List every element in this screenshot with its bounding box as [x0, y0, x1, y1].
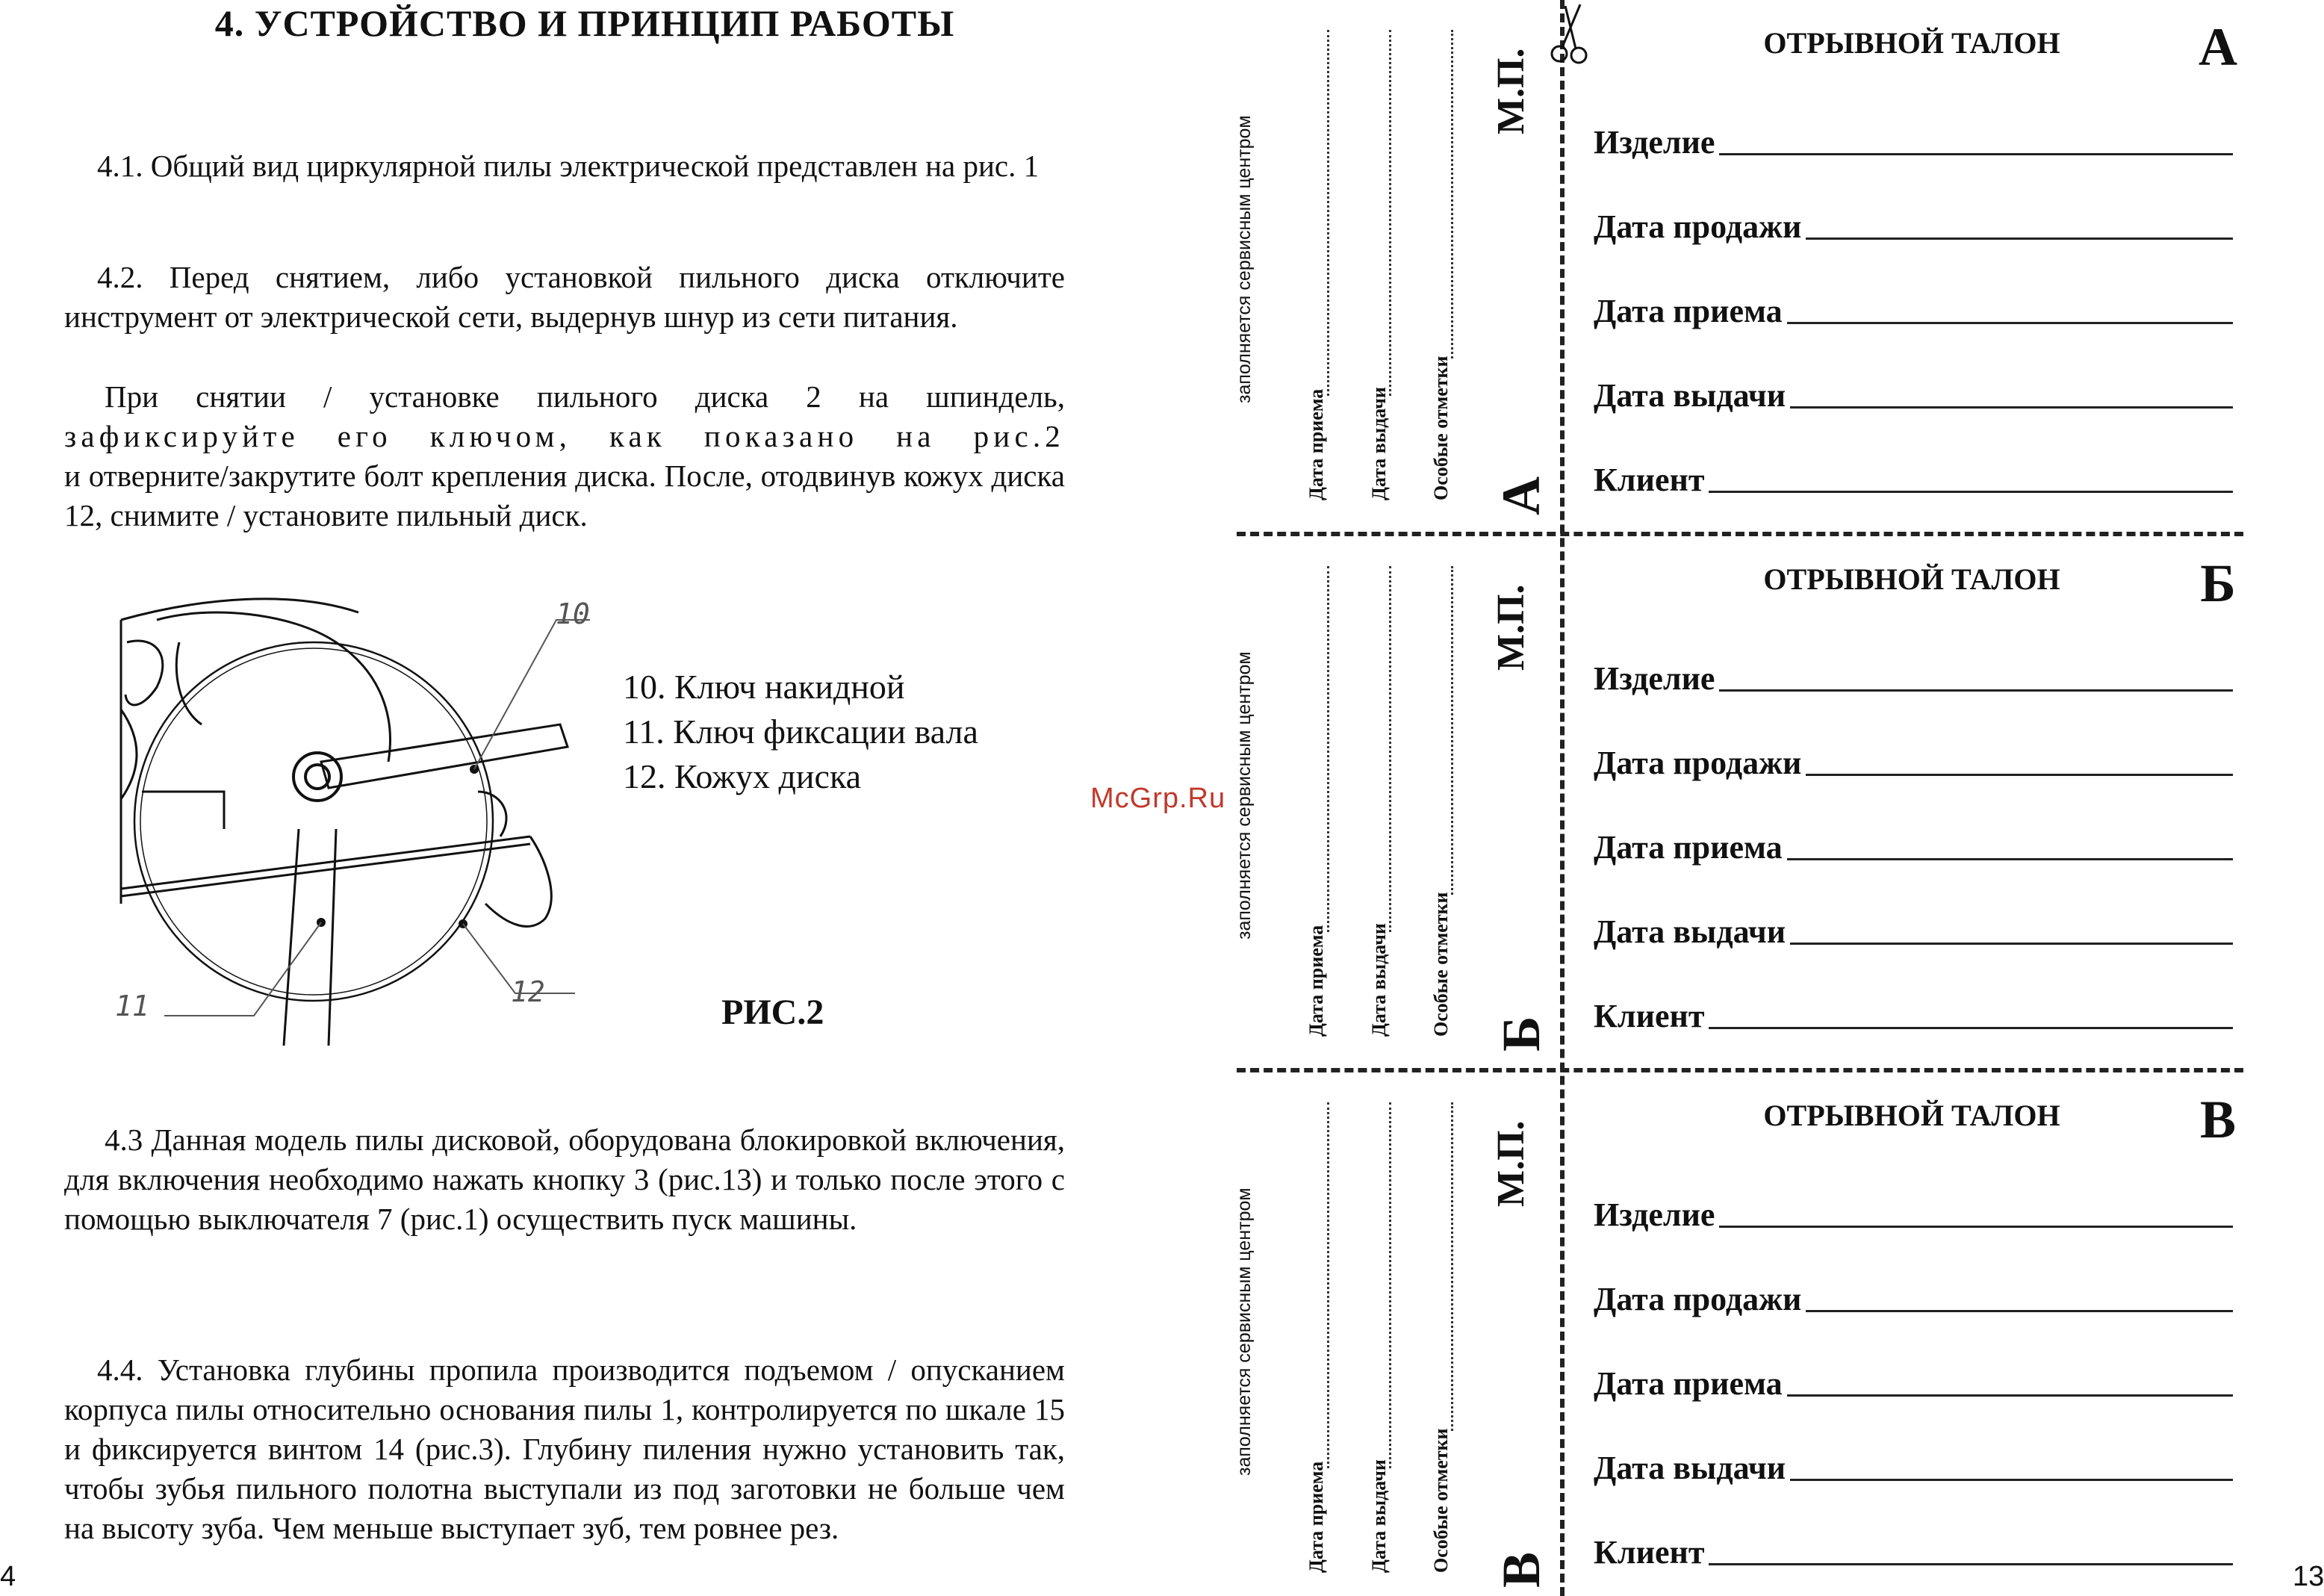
coupon-field-line[interactable] [1709, 1536, 2233, 1565]
stub-service-note: заполняется сервисным центром [1234, 651, 1255, 940]
stub-notes-label: Особые отметки [1430, 892, 1452, 1037]
coupon-field-line[interactable] [1806, 211, 2233, 240]
coupon-field-label: Дата продажи [1594, 208, 1802, 245]
legend-item: 12. Кожух диска [623, 757, 862, 795]
coupon-field[interactable] [1594, 997, 2233, 1035]
callout-10: 10 [556, 597, 590, 630]
coupon-field-label: Дата приема [1594, 829, 1783, 866]
coupon-letter: В [2199, 1090, 2237, 1149]
coupon-field-label: Клиент [1594, 998, 1705, 1034]
stub-dotted-line [1451, 566, 1453, 895]
stub-notes-label: Особые отметки [1430, 355, 1452, 500]
stub-notes-label: Особые отметки [1430, 1428, 1452, 1573]
coupon-letter: А [2199, 17, 2237, 77]
legend-item: 10. Ключ накидной [623, 668, 905, 706]
coupon-field-label: Клиент [1594, 1534, 1705, 1571]
section-title: 4. УСТРОЙСТВО И ПРИНЦИП РАБОТЫ [214, 2, 955, 44]
coupon-field[interactable] [1594, 376, 2233, 414]
coupon-field[interactable] [1594, 1280, 2233, 1318]
coupon-field-label: Изделие [1594, 660, 1715, 697]
coupon-field[interactable] [1594, 1364, 2233, 1403]
coupon-field-line[interactable] [1790, 1452, 2233, 1481]
stub-dotted-line [1451, 1102, 1453, 1431]
coupon-field-label: Дата продажи [1594, 1281, 1802, 1317]
callout-12: 12 [511, 975, 545, 1008]
coupon-field-line[interactable] [1709, 464, 2233, 493]
stub-dotted-line [1327, 566, 1329, 932]
stub-issued-label: Дата выдачи [1368, 923, 1390, 1037]
coupon-field-line[interactable] [1806, 747, 2233, 776]
stub-dotted-line [1389, 1102, 1391, 1468]
coupon-field-line[interactable] [1709, 1000, 2233, 1029]
figure-legend [623, 665, 978, 799]
stub-issued-label: Дата выдачи [1368, 1459, 1390, 1573]
horizontal-cut-line [1237, 1068, 2243, 1072]
stub-stamp-mark: М.П. [1490, 1120, 1532, 1207]
coupon-field-label: Изделие [1594, 124, 1715, 161]
stub-dotted-line [1327, 1102, 1329, 1468]
coupon-title: ОТРЫВНОЙ ТАЛОН [1763, 1099, 2060, 1132]
coupon-title: ОТРЫВНОЙ ТАЛОН [1763, 26, 2060, 60]
stub-service-note: заполняется сервисным центром [1234, 115, 1255, 403]
coupon-field-line[interactable] [1787, 831, 2233, 860]
paragraph-4-4: 4.4. Установка глубины пропила производится подъемом / опусканием корпуса пилы относительно основания пилы 1, контролируется по шкале 15 и фиксируется винтом 14 (рис.3). Глубину пиления нужно установить так, чтобы зубья пильного полотна выступали из под заготовки не больше чем на высоту зуба. Чем меньше выступает зуб, тем ровнее рез. [64, 1353, 1065, 1545]
paragraph-4-3: 4.3 Данная модель пилы дисковой, оборудована блокировкой включения, для включения необходимо нажать кнопку 3 (рис.13) и только после этого с помощью выключателя 7 (рис.1) осуществить пуск машины. [64, 1123, 1065, 1236]
paragraph-4-2: 4.2. Перед снятием, либо установкой пильного диска отключите инструмент от электрической сети, выдернув шнур из сети питания. [64, 260, 1065, 334]
coupon-field-line[interactable] [1719, 126, 2233, 155]
coupon-field-line[interactable] [1790, 379, 2233, 409]
coupon-field-label: Дата выдачи [1594, 913, 1786, 950]
coupon-field-line[interactable] [1790, 916, 2233, 945]
stub-service-note: заполняется сервисным центром [1234, 1187, 1255, 1476]
coupon-field-line[interactable] [1719, 662, 2233, 692]
stub-letter: А [1491, 476, 1551, 515]
horizontal-cut-line [1237, 532, 2243, 536]
legend-item: 11. Ключ фиксации вала [623, 712, 978, 751]
coupon-field-label: Дата приема [1594, 1365, 1783, 1402]
stub-issued-label: Дата выдачи [1368, 387, 1390, 500]
coupon-field-line[interactable] [1806, 1283, 2233, 1312]
coupon-field-label: Дата продажи [1594, 745, 1802, 781]
page-number-right: 13 [2293, 1561, 2324, 1592]
coupon-title: ОТРЫВНОЙ ТАЛОН [1763, 562, 2060, 596]
stub-dotted-line [1389, 30, 1391, 396]
stub-letter: Б [1491, 1016, 1551, 1052]
stub-dotted-line [1451, 30, 1453, 358]
callout-11: 11 [115, 990, 149, 1022]
page-number-left: 4 [0, 1561, 16, 1592]
paragraph-4-2-continued: При снятии / установке пильного диска 2 на шпиндель, зафиксируйте его ключом, как показано на рис.2 и отверните/закрутите болт крепления диска. После, отодвинув кожух диска 12, снимите / установите пильный диск. [64, 379, 1065, 532]
vertical-cut-line [1560, 0, 1565, 1596]
stub-received-label: Дата приема [1305, 1461, 1327, 1573]
coupon-field[interactable] [1594, 1196, 2233, 1234]
coupon-field[interactable] [1594, 659, 2233, 698]
coupon-field[interactable] [1594, 913, 2233, 951]
stub-stamp-mark: М.П. [1490, 584, 1532, 671]
stub-stamp-mark: М.П. [1490, 48, 1532, 134]
figure-caption: РИС.2 [721, 993, 824, 1032]
coupon-field-line[interactable] [1787, 1367, 2233, 1397]
coupon-field[interactable] [1594, 828, 2233, 866]
coupon-field[interactable] [1594, 1449, 2233, 1487]
watermark: McGrp.Ru [1090, 783, 1226, 814]
coupon-field-label: Изделие [1594, 1196, 1715, 1233]
coupon-field-line[interactable] [1719, 1199, 2233, 1228]
coupon-letter: Б [2200, 553, 2236, 613]
stub-dotted-line [1389, 566, 1391, 932]
coupon-field-label: Клиент [1594, 462, 1705, 498]
stub-received-label: Дата приема [1305, 388, 1327, 500]
coupon-field-label: Дата приема [1594, 293, 1783, 329]
coupon-field[interactable] [1594, 461, 2233, 499]
stub-dotted-line [1327, 30, 1329, 396]
coupon-field[interactable] [1594, 208, 2233, 246]
coupon-field[interactable] [1594, 744, 2233, 782]
paragraph-4-1: 4.1. Общий вид циркулярной пилы электрической представлен на рис. 1 [97, 149, 1040, 183]
coupon-field[interactable] [1594, 1533, 2233, 1571]
stub-letter: В [1491, 1551, 1551, 1588]
coupon-field[interactable] [1594, 123, 2233, 161]
coupon-field-label: Дата выдачи [1594, 1450, 1786, 1486]
coupon-field[interactable] [1594, 292, 2233, 330]
coupon-field-line[interactable] [1787, 295, 2233, 324]
coupon-field-label: Дата выдачи [1594, 377, 1786, 414]
stub-received-label: Дата приема [1305, 925, 1327, 1037]
